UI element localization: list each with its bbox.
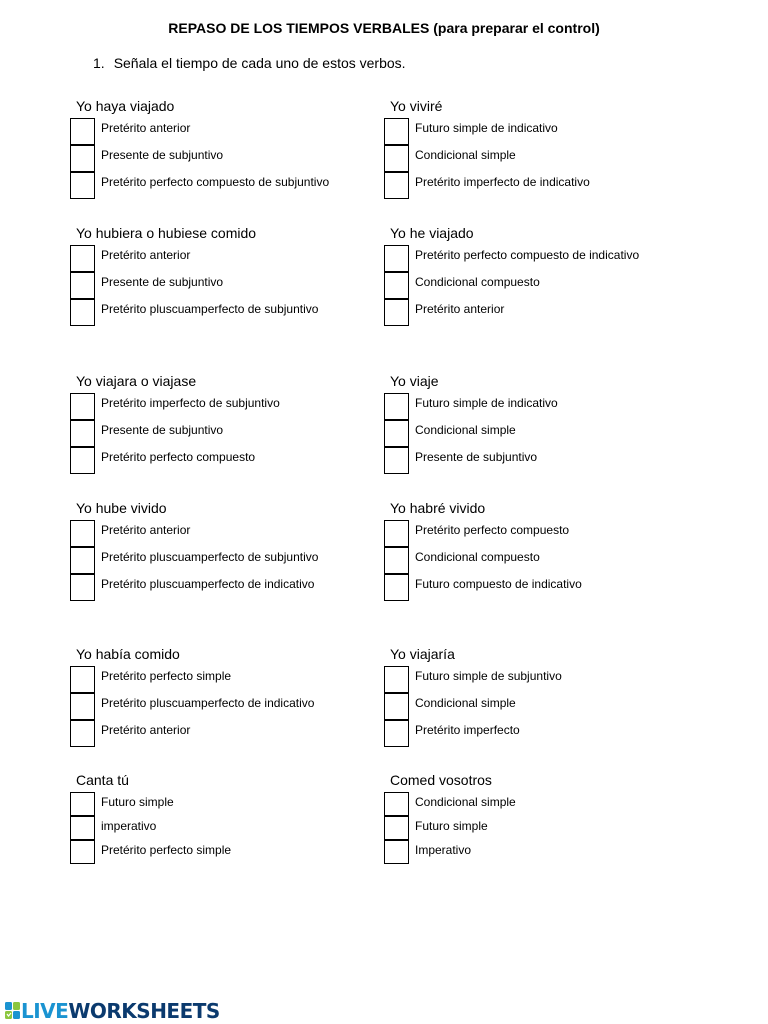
option-label: Pretérito anterior (101, 723, 191, 737)
answer-checkbox[interactable] (384, 666, 409, 693)
answer-checkbox[interactable] (384, 520, 409, 547)
answer-checkbox[interactable] (384, 245, 409, 272)
option-label: Presente de subjuntivo (415, 450, 538, 464)
verb-heading: Canta tú (76, 772, 129, 788)
option-label: Pretérito pluscuamperfecto de subjuntivo (101, 302, 319, 316)
option-label: Imperativo (415, 843, 472, 857)
option-label: Presente de subjuntivo (101, 275, 224, 289)
answer-checkbox[interactable] (384, 792, 409, 816)
option-row (76, 575, 406, 602)
option-label: Pretérito perfecto compuesto (101, 450, 256, 464)
option-row (76, 173, 406, 200)
answer-checkbox[interactable] (70, 299, 95, 326)
question-block (390, 97, 720, 200)
answer-checkbox[interactable] (70, 420, 95, 447)
logo-text: LIVEWORKSHEETS (21, 999, 220, 1023)
option-row (76, 667, 406, 694)
answer-checkbox[interactable] (384, 447, 409, 474)
option-label: Futuro simple de subjuntivo (415, 669, 562, 683)
option-label: Pretérito perfecto compuesto (415, 523, 570, 537)
answer-checkbox[interactable] (384, 272, 409, 299)
answer-checkbox[interactable] (70, 547, 95, 574)
option-label: Futuro simple (101, 795, 174, 809)
option-row (390, 300, 720, 327)
option-row (76, 521, 406, 548)
verb-heading: Yo hube vivido (76, 500, 167, 516)
option-row (76, 793, 406, 817)
option-label: Futuro simple de indicativo (415, 121, 558, 135)
option-row (390, 575, 720, 602)
verb-heading: Comed vosotros (390, 772, 492, 788)
option-row (390, 448, 720, 475)
option-row (390, 817, 720, 841)
question-block (390, 372, 720, 475)
verb-heading: Yo viaje (390, 373, 439, 389)
option-row (390, 548, 720, 575)
option-row (390, 146, 720, 173)
option-row (76, 448, 406, 475)
answer-checkbox[interactable] (384, 172, 409, 199)
answer-checkbox[interactable] (384, 547, 409, 574)
verb-heading: Yo había comido (76, 646, 180, 662)
question-block (76, 97, 406, 200)
question-block (76, 499, 406, 602)
option-label: Pretérito pluscuamperfecto de indicativo (101, 577, 315, 591)
instruction-number: 1. (93, 55, 105, 71)
option-row (390, 521, 720, 548)
option-label: Pretérito perfecto compuesto de subjuntivo (101, 175, 330, 189)
option-label: Pretérito pluscuamperfecto de subjuntivo (101, 550, 319, 564)
option-label: Condicional compuesto (415, 550, 540, 564)
option-row (76, 841, 406, 865)
option-row (390, 793, 720, 817)
answer-checkbox[interactable] (70, 393, 95, 420)
answer-checkbox[interactable] (70, 520, 95, 547)
option-row (76, 246, 406, 273)
verb-heading: Yo haya viajado (76, 98, 175, 114)
option-row (76, 146, 406, 173)
option-row (390, 721, 720, 748)
option-row (390, 273, 720, 300)
verb-heading: Yo viajara o viajase (76, 373, 197, 389)
option-label: Presente de subjuntivo (101, 423, 224, 437)
answer-checkbox[interactable] (70, 693, 95, 720)
answer-checkbox[interactable] (70, 272, 95, 299)
option-label: Pretérito perfecto simple (101, 669, 232, 683)
option-row (390, 246, 720, 273)
answer-checkbox[interactable] (70, 840, 95, 864)
instruction-text: Señala el tiempo de cada uno de estos verbos. (113, 55, 406, 71)
answer-checkbox[interactable] (70, 574, 95, 601)
option-row (76, 421, 406, 448)
option-label: Pretérito perfecto compuesto de indicativo (415, 248, 640, 262)
answer-checkbox[interactable] (384, 720, 409, 747)
answer-checkbox[interactable] (384, 574, 409, 601)
answer-checkbox[interactable] (70, 245, 95, 272)
answer-checkbox[interactable] (384, 840, 409, 864)
option-label: Pretérito imperfecto de subjuntivo (101, 396, 280, 410)
verb-heading: Yo he viajado (390, 225, 474, 241)
option-row (76, 694, 406, 721)
question-block (76, 645, 406, 748)
question-block (390, 645, 720, 748)
option-row (390, 421, 720, 448)
option-label: Pretérito anterior (415, 302, 505, 316)
liveworksheets-logo (5, 999, 220, 1023)
option-label: Condicional simple (415, 696, 516, 710)
verb-heading: Yo viajaría (390, 646, 455, 662)
verb-heading: Yo habré vivido (390, 500, 486, 516)
answer-checkbox[interactable] (384, 816, 409, 840)
question-block (76, 372, 406, 475)
option-row (76, 273, 406, 300)
option-row (390, 119, 720, 146)
option-label: Pretérito pluscuamperfecto de indicativo (101, 696, 315, 710)
question-block (76, 224, 406, 327)
option-label: Condicional simple (415, 423, 516, 437)
verb-heading: Yo viviré (390, 98, 443, 114)
question-block (390, 499, 720, 602)
option-label: Futuro simple (415, 819, 488, 833)
option-label: Pretérito imperfecto (415, 723, 520, 737)
answer-checkbox[interactable] (384, 118, 409, 145)
option-row (390, 173, 720, 200)
option-label: Futuro simple de indicativo (415, 396, 558, 410)
option-row (390, 841, 720, 865)
answer-checkbox[interactable] (384, 299, 409, 326)
option-row (76, 394, 406, 421)
option-label: Pretérito anterior (101, 248, 191, 262)
option-label: Presente de subjuntivo (101, 148, 224, 162)
answer-checkbox[interactable] (70, 720, 95, 747)
answer-checkbox[interactable] (70, 816, 95, 840)
answer-checkbox[interactable] (70, 118, 95, 145)
answer-checkbox[interactable] (384, 420, 409, 447)
page-title: REPASO DE LOS TIEMPOS VERBALES (para preparar el control) (168, 20, 600, 36)
instruction (93, 55, 406, 71)
option-label: Condicional simple (415, 148, 516, 162)
option-row (390, 394, 720, 421)
option-row (390, 694, 720, 721)
verb-heading: Yo hubiera o hubiese comido (76, 225, 257, 241)
answer-checkbox[interactable] (70, 792, 95, 816)
option-row (76, 721, 406, 748)
logo-icon (5, 1002, 21, 1020)
option-row (76, 119, 406, 146)
option-label: Condicional simple (415, 795, 516, 809)
answer-checkbox[interactable] (70, 447, 95, 474)
answer-checkbox[interactable] (70, 172, 95, 199)
option-row (390, 667, 720, 694)
option-label: imperativo (101, 819, 157, 833)
option-label: Pretérito perfecto simple (101, 843, 232, 857)
option-label: Pretérito anterior (101, 121, 191, 135)
option-label: Pretérito imperfecto de indicativo (415, 175, 590, 189)
question-block (390, 224, 720, 327)
option-row (76, 548, 406, 575)
option-row (76, 817, 406, 841)
option-row (76, 300, 406, 327)
answer-checkbox[interactable] (384, 145, 409, 172)
option-label: Pretérito anterior (101, 523, 191, 537)
answer-checkbox[interactable] (70, 145, 95, 172)
answer-checkbox[interactable] (70, 666, 95, 693)
option-label: Condicional compuesto (415, 275, 540, 289)
question-block (76, 771, 406, 865)
answer-checkbox[interactable] (384, 393, 409, 420)
answer-checkbox[interactable] (384, 693, 409, 720)
question-block (390, 771, 720, 865)
option-label: Futuro compuesto de indicativo (415, 577, 582, 591)
